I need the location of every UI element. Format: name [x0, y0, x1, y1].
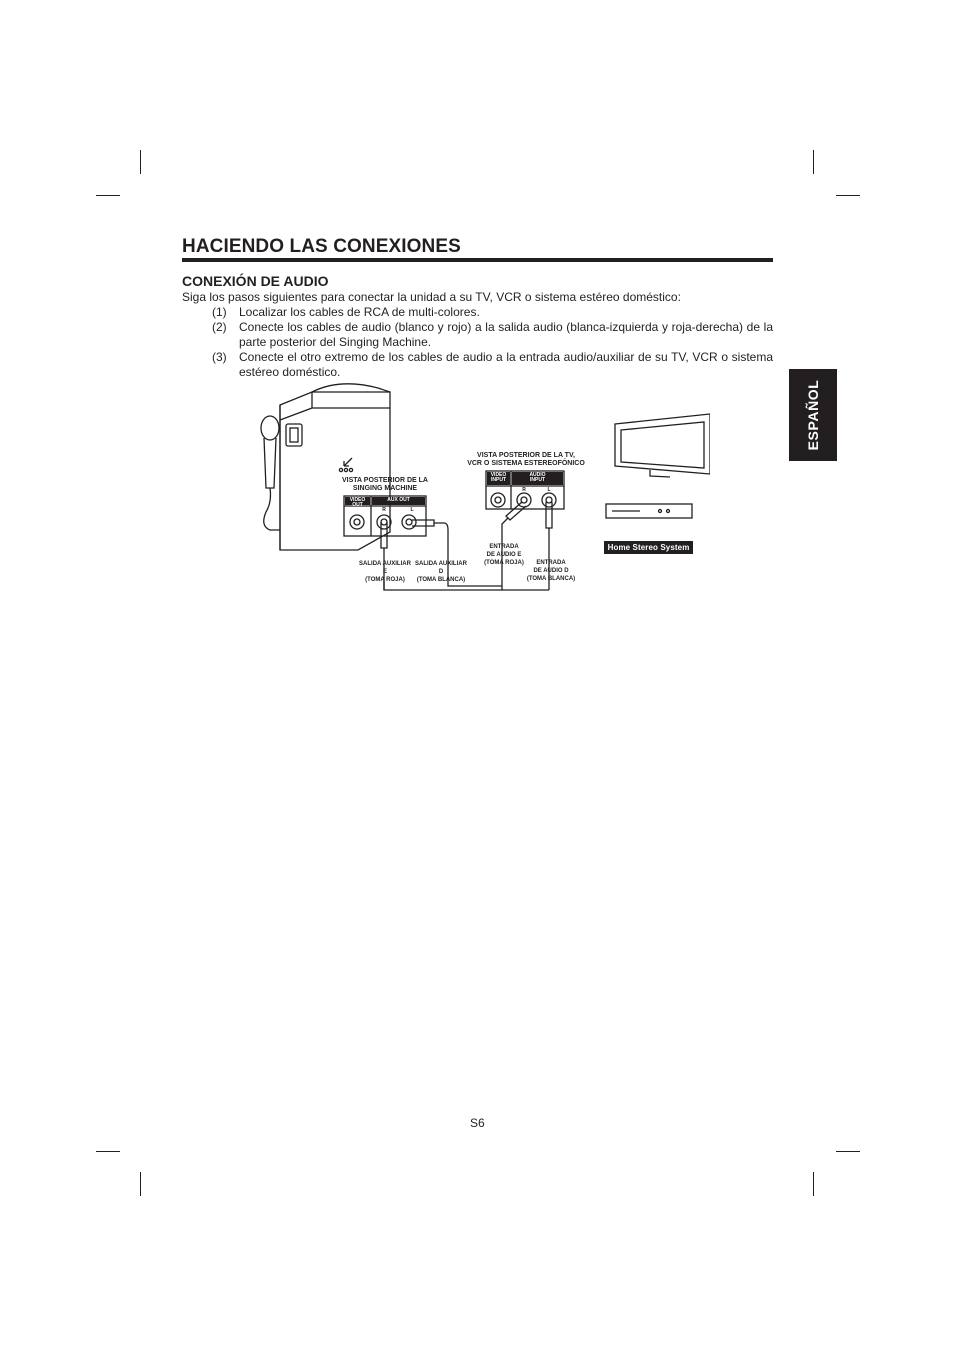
aux-d-label: SALIDA AUXILIAR D (TOMA BLANCA) [415, 561, 467, 583]
page-title: HACIENDO LAS CONEXIONES [182, 236, 461, 257]
tv-r-label: R [522, 487, 526, 493]
aux-out-label: AUX OUT [387, 497, 410, 503]
aux-e-label: SALIDA AUXILIAR E (TOMA ROJA) [359, 561, 411, 583]
video-input-label: VIDEO INPUT [490, 472, 507, 483]
home-stereo-label: Home Stereo System [604, 541, 693, 554]
machine-front-edge [312, 384, 390, 392]
tv-view-label: VISTA POSTERIOR DE LA TV, VCR O SISTEMA ESTEREOFÓNICO [467, 452, 585, 467]
crop-mark [96, 195, 120, 196]
crop-mark [96, 1151, 120, 1152]
list-item [182, 305, 773, 320]
step-text: Conecte los cables de audio (blanco y rojo) a la salida audio (blanca-izquierda y roja-derecha) de la parte posterior del Singing Machine. [239, 320, 773, 349]
aux-out-l-jack [402, 515, 416, 529]
step-number: (3) [212, 350, 227, 364]
video-input-jack [491, 493, 505, 507]
language-tab-label: ESPAÑOL [805, 379, 821, 451]
title-rule [182, 258, 773, 262]
machine-body [280, 392, 390, 550]
crop-mark [140, 1172, 141, 1196]
machine-r-label: R [382, 507, 386, 513]
steps-list [182, 305, 773, 380]
diagram-illustration [240, 380, 710, 610]
list-item [182, 350, 773, 380]
rca-plug-straight [546, 502, 552, 528]
connection-diagram [240, 380, 710, 610]
rca-plug-angled [506, 502, 526, 520]
machine-view-label: VISTA POSTERIOR DE LA SINGING MACHINE [342, 477, 428, 492]
crop-mark [836, 195, 860, 196]
language-tab [789, 369, 837, 461]
machine-side [280, 392, 312, 550]
microphone-handle [264, 438, 276, 488]
microphone-cable [264, 488, 280, 530]
audio-input-l-jack [542, 493, 556, 507]
machine-l-label: L [410, 507, 414, 513]
machine-handle [286, 424, 302, 446]
intro-paragraph: Siga los pasos siguientes para conectar la unidad a su TV, VCR o sistema estéreo doméstico: [182, 290, 681, 304]
section-title: CONEXIÓN DE AUDIO [182, 273, 329, 289]
crop-mark [813, 1172, 814, 1196]
crop-mark [836, 1151, 860, 1152]
input-d-label: ENTRADA DE AUDIO D (TOMA BLANCA) [526, 560, 576, 582]
step-text: Conecte el otro extremo de los cables de audio a la entrada audio/auxiliar de su TV, VCR o sistema estéreo doméstico. [239, 350, 773, 379]
audio-input-label: AUDIO INPUT [529, 472, 546, 483]
input-e-label: ENTRADA DE AUDIO E (TOMA ROJA) [484, 544, 524, 566]
aux-out-r-jack [377, 515, 391, 529]
tv-l-label: L [547, 487, 551, 493]
microphone-head [261, 416, 279, 440]
crop-mark [813, 150, 814, 174]
video-out-jack [350, 515, 364, 529]
step-number: (1) [212, 305, 227, 319]
step-text: Localizar los cables de RCA de multi-colores. [239, 305, 480, 319]
crop-mark [140, 150, 141, 174]
step-number: (2) [212, 320, 227, 334]
page-number: S6 [470, 1116, 485, 1130]
arrow-icon [344, 458, 352, 466]
list-item [182, 320, 773, 350]
video-out-label: VIDEO OUT [349, 497, 366, 508]
